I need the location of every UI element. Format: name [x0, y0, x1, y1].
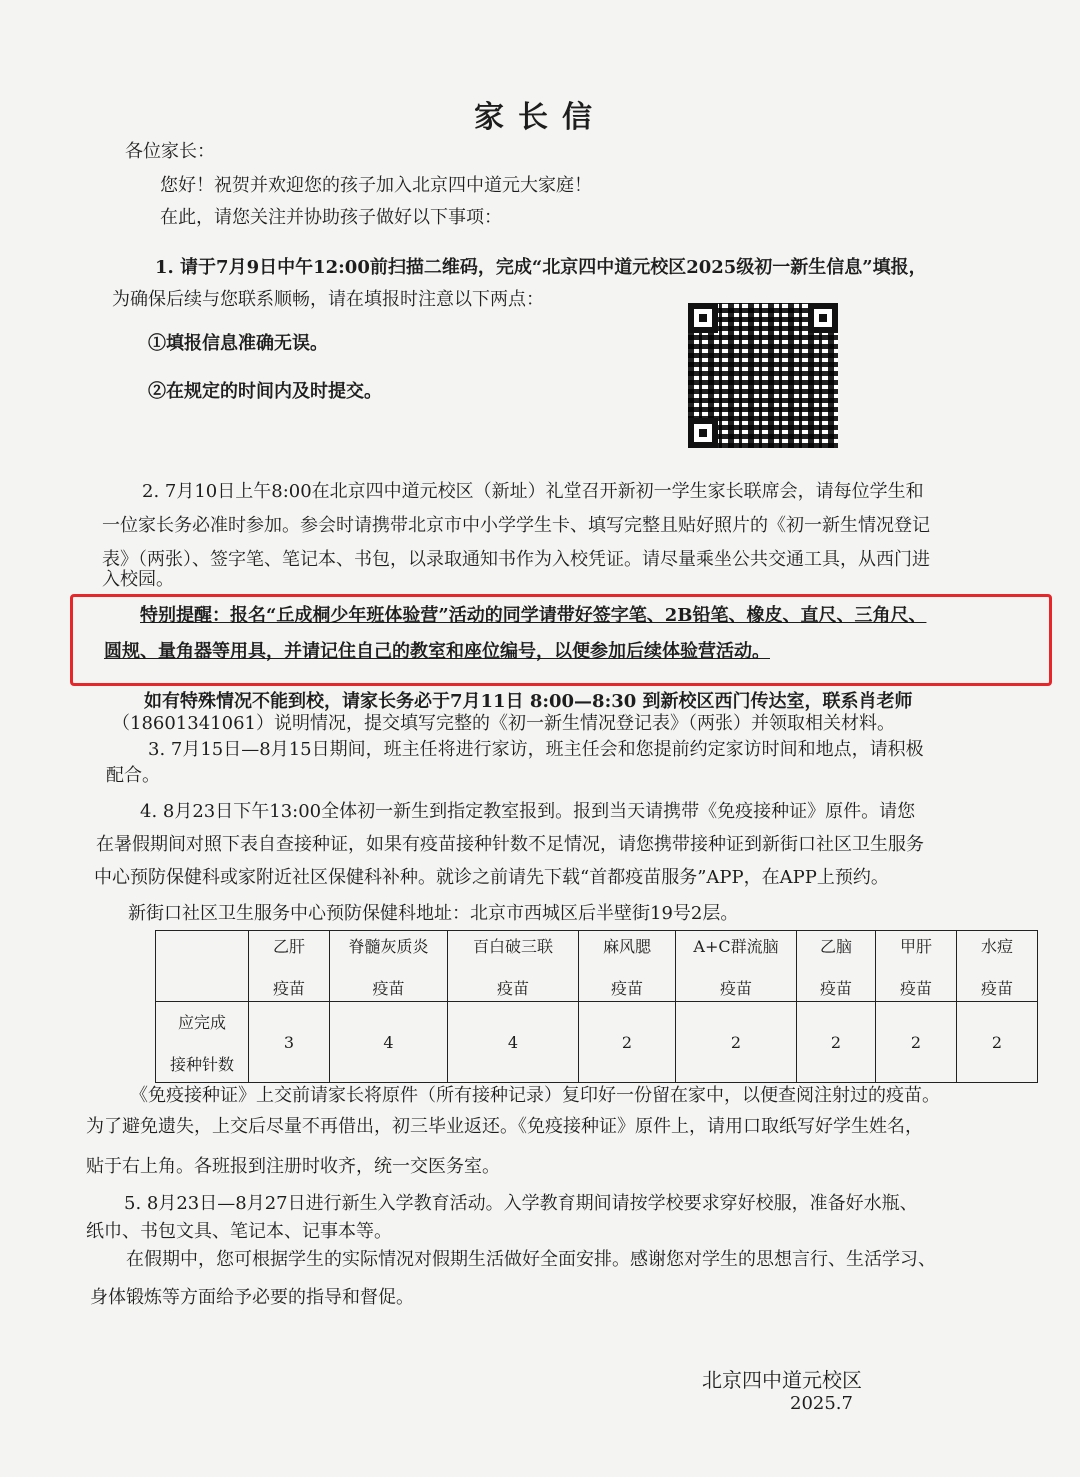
row-label-line: 接种针数 [169, 1054, 234, 1074]
intro-line: 您好！祝贺并欢迎您的孩子加入北京四中道元大家庭！ [160, 175, 592, 196]
vaccine-name: 疫苗 [272, 978, 305, 998]
vaccine-name: 疫苗 [610, 978, 643, 998]
after-table-line: 为了避免遗失，上交后尽量不再借出，初三毕业返还。《免疫接种证》原件上，请用口取纸写好学生姓名， [86, 1116, 923, 1137]
item4-line: 在暑假期间对照下表自查接种证，如果有疫苗接种针数不足情况，请您携带接种证到新街口社区卫生服务 [96, 834, 924, 855]
vaccine-name: 疫苗 [980, 978, 1013, 998]
vaccine-dose-count: 2 [676, 1002, 797, 1083]
vaccine-header [876, 931, 957, 1002]
vaccine-name: 疫苗 [372, 978, 405, 998]
vaccine-dose-count: 3 [249, 1002, 330, 1083]
item4-line: 新街口社区卫生服务中心预防保健科地址：北京市西城区后半壁街19号2层。 [128, 903, 739, 924]
row-label [156, 1002, 249, 1083]
vaccine-dose-count: 2 [876, 1002, 957, 1083]
vaccine-name: 疫苗 [899, 978, 932, 998]
vaccine-name: 甲肝 [899, 936, 932, 956]
after-table-line: 贴于右上角。各班报到注册时收齐，统一交医务室。 [86, 1156, 500, 1177]
qr-finder [808, 303, 838, 333]
item3-line: 配合。 [106, 765, 160, 786]
vaccine-name: 疫苗 [719, 978, 752, 998]
item5-line: 纸巾、书包文具、笔记本、记事本等。 [86, 1221, 392, 1242]
item1-line: 为确保后续与您联系顺畅，请在填报时注意以下两点： [112, 289, 544, 310]
page-title: 家长信 [474, 100, 606, 135]
vaccine-name: 水痘 [980, 936, 1013, 956]
qr-finder [688, 303, 718, 333]
item3-line: 3. 7月15日—8月15日期间，班主任将进行家访，班主任会和您提前约定家访时间和地点，请积极 [148, 739, 924, 760]
signature-date: 2025.7 [790, 1393, 853, 1414]
qr-finder [688, 418, 718, 448]
vaccine-name: 疫苗 [496, 978, 529, 998]
special-line: 如有特殊情况不能到校，请家长务必于7月11日 8:00—8:30 到新校区西门传达室，联系肖老师 [144, 691, 913, 712]
vaccine-header [249, 931, 330, 1002]
vaccine-header [957, 931, 1038, 1002]
vaccine-table [155, 930, 1038, 1083]
intro-line: 在此，请您关注并协助孩子做好以下事项： [160, 207, 502, 228]
vaccine-dose-count: 2 [957, 1002, 1038, 1083]
vaccine-header [797, 931, 876, 1002]
row-label-line: 应完成 [177, 1012, 226, 1032]
closing-line: 在假期中，您可根据学生的实际情况对假期生活做好全面安排。感谢您对学生的思想言行、生活学习、 [126, 1249, 936, 1270]
item2-line: 2. 7月10日上午8:00在北京四中道元校区（新址）礼堂召开新初一学生家长联席会，请每位学生和 [142, 481, 924, 502]
vaccine-dose-count: 2 [579, 1002, 676, 1083]
vaccine-name: A+C群流脑 [693, 936, 779, 956]
item1-point: ①填报信息准确无误。 [148, 333, 328, 354]
item5-line: 5. 8月23日—8月27日进行新生入学教育活动。入学教育期间请按学校要求穿好校服，准备好水瓶、 [124, 1193, 918, 1214]
after-table-line: 《免疫接种证》上交前请家长将原件（所有接种记录）复印好一份留在家中，以便查阅注射过的疫苗。 [130, 1085, 940, 1106]
item2-line: 表》（两张）、签字笔、笔记本、书包，以录取通知书作为入校凭证。请尽量乘坐公共交通工具，从西门进 [102, 549, 930, 570]
vaccine-header [448, 931, 579, 1002]
table-corner-cell [156, 931, 249, 1002]
item2-line: 一位家长务必准时参加。参会时请携带北京市中小学学生卡、填写完整且贴好照片的《初一新生情况登记 [102, 515, 930, 536]
signature-school: 北京四中道元校区 [702, 1368, 862, 1392]
special-line: （18601341061）说明情况，提交填写完整的《初一新生情况登记表》（两张）并领取相关材料。 [112, 713, 895, 734]
vaccine-dose-count: 4 [448, 1002, 579, 1083]
vaccine-name: 百白破三联 [472, 936, 553, 956]
reminder-line: 特别提醒：报名“丘成桐少年班体验营”活动的同学请带好签字笔、2B铅笔、橡皮、直尺、三角尺、 [140, 605, 927, 626]
vaccine-header [330, 931, 448, 1002]
vaccine-name: 疫苗 [819, 978, 852, 998]
vaccine-name: 乙脑 [819, 936, 852, 956]
item1-line: 1. 请于7月9日中午12:00前扫描二维码，完成“北京四中道元校区2025级初一新生信息”填报， [155, 257, 927, 278]
item2-line: 入校园。 [102, 569, 174, 590]
vaccine-name: 乙肝 [272, 936, 305, 956]
vaccine-name: 麻风腮 [602, 936, 651, 956]
qr-code[interactable] [688, 303, 838, 448]
reminder-line: 圆规、量角器等用具，并请记住自己的教室和座位编号，以便参加后续体验营活动。 [104, 641, 770, 662]
greeting: 各位家长： [125, 141, 215, 162]
item1-point: ②在规定的时间内及时提交。 [148, 381, 382, 402]
item4-line: 中心预防保健科或家附近社区保健科补种。就诊之前请先下载“首都疫苗服务”APP，在APP上预约。 [94, 867, 889, 888]
closing-line: 身体锻炼等方面给予必要的指导和督促。 [90, 1287, 414, 1308]
vaccine-dose-count: 4 [330, 1002, 448, 1083]
item4-line: 4. 8月23日下午13:00全体初一新生到指定教室报到。报到当天请携带《免疫接种证》原件。请您 [140, 801, 916, 822]
vaccine-header [579, 931, 676, 1002]
vaccine-header [676, 931, 797, 1002]
vaccine-name: 脊髓灰质炎 [348, 936, 429, 956]
highlight-box [70, 594, 1052, 686]
vaccine-dose-count: 2 [797, 1002, 876, 1083]
